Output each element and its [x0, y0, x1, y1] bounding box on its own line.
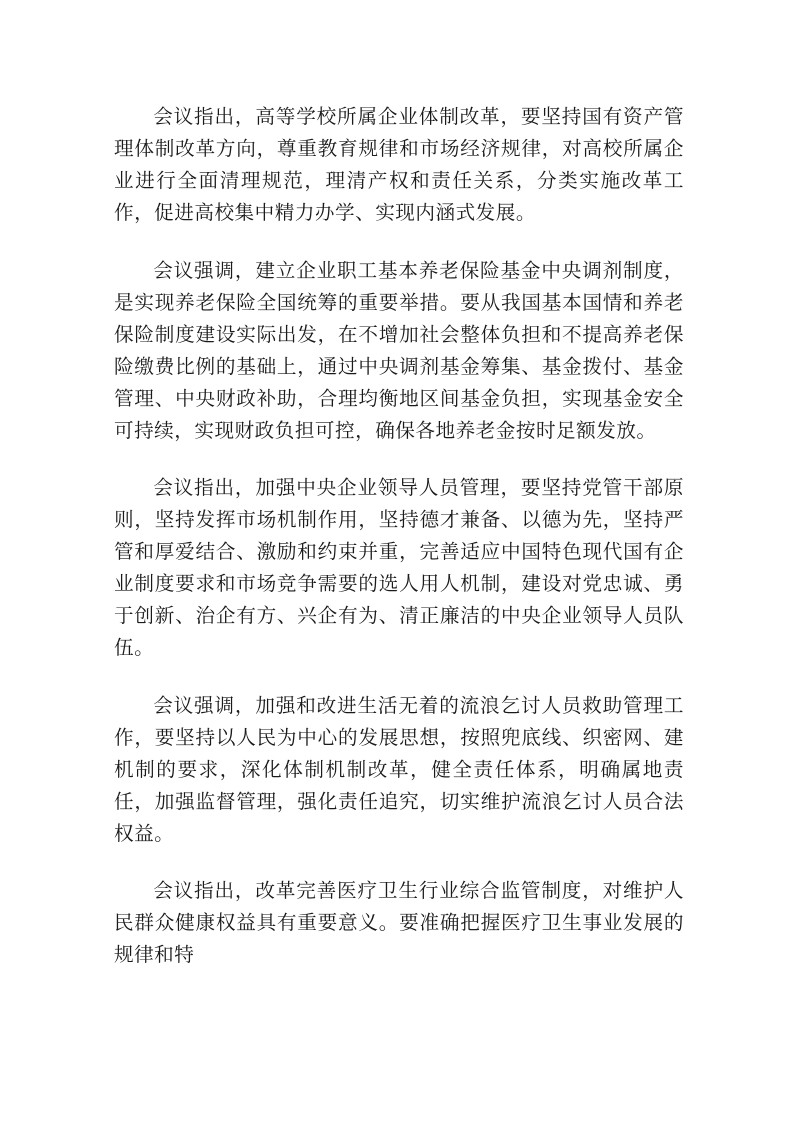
document-page	[114, 101, 684, 997]
paragraph-medical-supervision: 会议指出，改革完善医疗卫生行业综合监管制度，对维护人民群众健康权益具有重要意义。要准确把握医疗卫生事业发展的规律和特	[114, 879, 684, 966]
paragraph-central-enterprise-leaders: 会议指出，加强中央企业领导人员管理，要坚持党管干部原则，坚持发挥市场机制作用，坚持德才兼备、以德为先，坚持严管和厚爱结合、激励和约束并重，完善适应中国特色现代国有企业制度要求和市场竞争需要的选人用人机制，建设对党忠诚、勇于创新、治企有方、兴企有为、清正廉洁的中央企业领导人员队伍。	[114, 476, 684, 659]
paragraph-university-enterprise-reform: 会议指出，高等学校所属企业体制改革，要坚持国有资产管理体制改革方向，尊重教育规律和市场经济规律，对高校所属企业进行全面清理规范，理清产权和责任关系，分类实施改革工作，促进高校集中精力办学、实现内涵式发展。	[114, 105, 684, 224]
paragraph-pension-fund-adjustment: 会议强调，建立企业职工基本养老保险基金中央调剂制度，是实现养老保险全国统筹的重要举措。要从我国基本国情和养老保险制度建设实际出发，在不增加社会整体负担和不提高养老保险缴费比例的基础上，通过中央调剂基金筹集、基金拨付、基金管理、中央财政补助，合理均衡地区间基金负担，实现基金安全可持续，实现财政负担可控，确保各地养老金按时足额发放。	[114, 258, 684, 442]
paragraph-vagrant-relief: 会议强调，加强和改进生活无着的流浪乞讨人员救助管理工作，要坚持以人民为中心的发展思想，按照兜底线、织密网、建机制的要求，深化体制机制改革，健全责任体系，明确属地责任，加强监督管理，强化责任追究，切实维护流浪乞讨人员合法权益。	[114, 693, 684, 845]
